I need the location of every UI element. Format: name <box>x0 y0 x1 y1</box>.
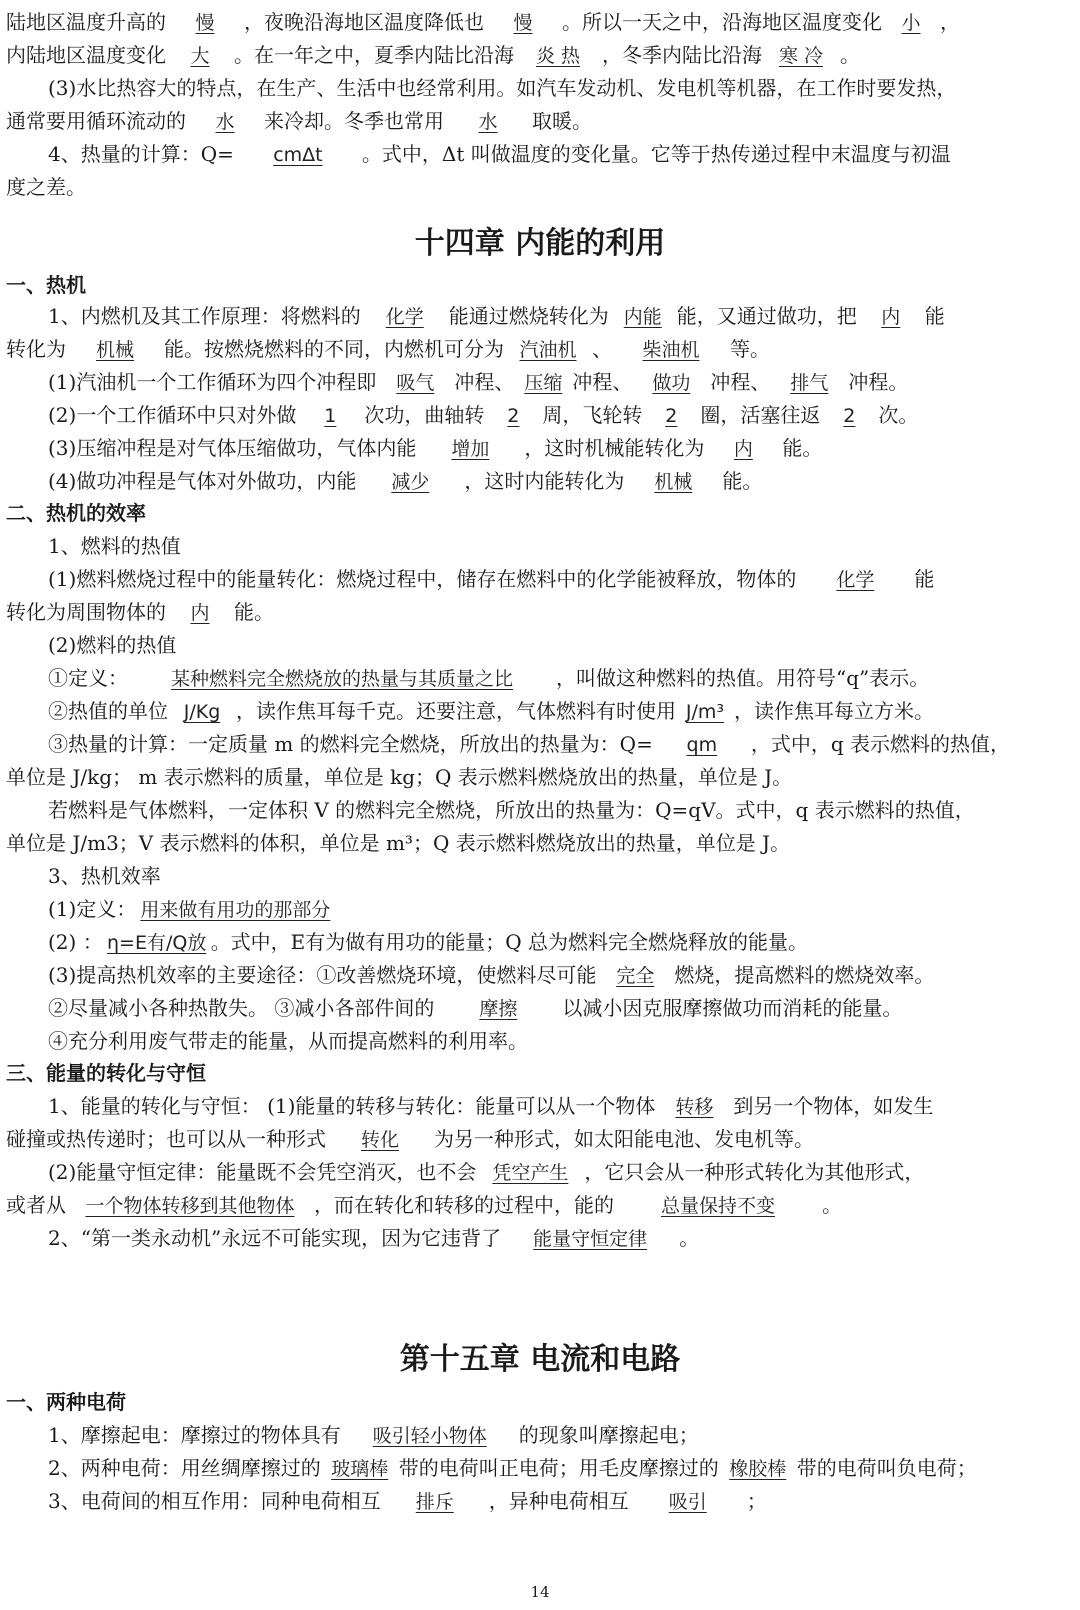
fill-blank: qm <box>686 734 718 756</box>
fill-blank: 一个物体转移到其他物体 <box>85 1195 295 1217</box>
text-line: 1、能量的转化与守恒： (1)能量的转移与转化：能量可以从一个物体 转移 到另一个物体，如发生 <box>48 1090 1074 1123</box>
text-line: 单位是 J/m3；V 表示燃料的体积，单位是 m³；Q 表示燃料燃烧放出的热量，单位是 J。 <box>6 831 791 855</box>
text-line: ①定义： 某种燃料完全燃烧放的热量与其质量之比 ，叫做这种燃料的热值。用符号“q”表示。 <box>48 662 1074 695</box>
fill-blank: 慢 <box>195 12 215 34</box>
fill-blank: 排斥 <box>415 1491 454 1513</box>
text-line: 通常要用循环流动的 水 来冷却。冬季也常用 水 取暖。 <box>6 105 1074 138</box>
fill-blank: 增加 <box>451 438 490 460</box>
fill-blank: 吸引轻小物体 <box>372 1425 487 1447</box>
fill-blank: 慢 <box>513 12 533 34</box>
text-line: (2) ： η=E有/Q放 。式中，E有为做有用功的能量；Q 总为燃料完全燃烧释放的能量。 <box>48 926 1074 959</box>
fill-blank: 玻璃棒 <box>331 1458 389 1480</box>
fill-blank: 做功 <box>652 372 691 394</box>
text-line: 2、两种电荷：用丝绸摩擦过的 玻璃棒 带的电荷叫正电荷；用毛皮摩擦过的 橡胶棒 带的电荷叫负电荷； <box>48 1452 1074 1485</box>
text-line: 单位是 J/kg； m 表示燃料的质量，单位是 kg；Q 表示燃料燃烧放出的热量，单位是 J。 <box>6 765 793 789</box>
fill-blank: J/m³ <box>685 701 725 723</box>
text-line: 1、内燃机及其工作原理：将燃料的 化学 能通过燃烧转化为 内能 能，又通过做功，把 内 能 <box>48 300 1074 333</box>
text-line: 3、热机效率 <box>48 864 161 888</box>
fill-blank: 化学 <box>836 569 875 591</box>
fill-blank: 1 <box>324 405 337 427</box>
fill-blank: 总量保持不变 <box>660 1195 775 1217</box>
section-heading: 三、能量的转化与守恒 <box>6 1061 206 1085</box>
section-heading: 一、两种电荷 <box>6 1390 126 1414</box>
text-line: (3)提高热机效率的主要途径：①改善燃烧环境，使燃料尽可能 完全 燃烧，提高燃料的燃烧效率。 <box>48 959 1074 992</box>
fill-blank: 能量守恒定律 <box>533 1228 648 1250</box>
fill-blank: 摩擦 <box>479 998 518 1020</box>
fill-blank: 水 <box>215 111 235 133</box>
text-line: (1)定义： 用来做有用功的那部分 <box>48 893 1074 926</box>
text-line: ②热值的单位 J/Kg ，读作焦耳每千克。还要注意，气体燃料有时使用 J/m³ ，读作焦耳每立方米。 <box>48 695 1074 728</box>
text-line: (1)汽油机一个工作循环为四个冲程即 吸气 冲程、 压缩 冲程、 做功 冲程、 排气 冲程。 <box>48 366 1074 399</box>
text-line: (2)燃料的热值 <box>48 633 177 657</box>
text-line: 转化为周围物体的 内 能。 <box>6 596 1074 629</box>
fill-blank: 柴油机 <box>642 339 700 361</box>
text-line: (1)燃料燃烧过程中的能量转化：燃烧过程中，储存在燃料中的化学能被释放，物体的 化学 能 <box>48 563 1074 596</box>
fill-blank: 转化 <box>360 1129 399 1151</box>
section-heading: 一、热机 <box>6 273 86 297</box>
text-line: 碰撞或热传递时；也可以从一种形式 转化 为另一种形式，如太阳能电池、发电机等。 <box>6 1123 1074 1156</box>
page-number: 14 <box>530 1583 550 1601</box>
chapter-title: 第十五章 电流和电路 <box>399 1342 681 1377</box>
fill-blank: 凭空产生 <box>492 1162 569 1184</box>
fill-blank: 吸引 <box>668 1491 707 1513</box>
fill-blank: 大 <box>190 45 210 67</box>
text-line: (4)做功冲程是气体对外做功，内能 减少 ，这时内能转化为 机械 能。 <box>48 465 1074 498</box>
text-line: 或者从 一个物体转移到其他物体 ，而在转化和转移的过程中，能的 总量保持不变 。 <box>6 1189 1074 1222</box>
fill-blank: 内 <box>190 602 210 624</box>
text-line: (3)水比热容大的特点，在生产、生活中也经常利用。如汽车发动机、发电机等机器，在工作时要发热， <box>48 76 957 100</box>
text-line: 1、燃料的热值 <box>48 534 181 558</box>
text-line: 度之差。 <box>6 175 86 199</box>
fill-blank: 化学 <box>385 306 424 328</box>
fill-blank: 减少 <box>391 471 430 493</box>
text-line: 陆地区温度升高的 慢 ，夜晚沿海地区温度降低也 慢 。所以一天之中，沿海地区温度变化 小 ， <box>6 6 1074 39</box>
fill-blank: η=E有/Q放 <box>107 932 207 954</box>
text-line: 若燃料是气体燃料，一定体积 V 的燃料完全燃烧，所放出的热量为：Q=qV。式中，q 表示燃料的热值， <box>48 798 975 822</box>
fill-blank: 水 <box>478 111 498 133</box>
fill-blank: 机械 <box>95 339 134 361</box>
fill-blank: 压缩 <box>524 372 563 394</box>
fill-blank: 吸气 <box>396 372 435 394</box>
text-line: 转化为 机械 能。按燃烧燃料的不同，内燃机可分为 汽油机 、 柴油机 等。 <box>6 333 1074 366</box>
text-line: 内陆地区温度变化 大 。在一年之中，夏季内陆比沿海 炎 热 ，冬季内陆比沿海 寒 冷 。 <box>6 39 1074 72</box>
fill-blank: 汽油机 <box>519 339 577 361</box>
chapter-title: 十四章 内能的利用 <box>414 226 666 261</box>
fill-blank: 橡胶棒 <box>729 1458 787 1480</box>
fill-blank: 排气 <box>790 372 829 394</box>
fill-blank: 某种燃料完全燃烧放的热量与其质量之比 <box>170 668 513 690</box>
fill-blank: 内 <box>881 306 901 328</box>
fill-blank: 寒 冷 <box>778 45 824 67</box>
section-heading: 二、热机的效率 <box>6 501 146 525</box>
fill-blank: 小 <box>901 12 921 34</box>
text-line: (2)一个工作循环中只对外做 1 次功，曲轴转 2 周，飞轮转 2 圈，活塞往返 2 次。 <box>48 399 1074 432</box>
fill-blank: 内 <box>733 438 753 460</box>
fill-blank: 完全 <box>616 965 655 987</box>
text-line: 4、热量的计算：Q= cmΔt 。式中，Δt 叫做温度的变化量。它等于热传递过程中末温度与初温 <box>48 138 1074 171</box>
fill-blank: 机械 <box>654 471 693 493</box>
text-line: ③热量的计算：一定质量 m 的燃料完全燃烧，所放出的热量为：Q= qm ，式中，q 表示燃料的热值， <box>48 728 1074 761</box>
text-line: 3、电荷间的相互作用：同种电荷相互 排斥 ，异种电荷相互 吸引 ； <box>48 1485 1074 1518</box>
text-line: 2、“第一类永动机”永远不可能实现，因为它违背了 能量守恒定律 。 <box>48 1222 1074 1255</box>
text-line: (3)压缩冲程是对气体压缩做功，气体内能 增加 ，这时机械能转化为 内 能。 <box>48 432 1074 465</box>
text-line: (2)能量守恒定律：能量既不会凭空消灭，也不会 凭空产生 ，它只会从一种形式转化为其他形式， <box>48 1156 1074 1189</box>
fill-blank: 2 <box>843 405 856 427</box>
fill-blank: J/Kg <box>183 701 221 723</box>
text-line: ②尽量减小各种热散失。 ③减小各部件间的 摩擦 以减小因克服摩擦做功而消耗的能量。 <box>48 992 1074 1025</box>
fill-blank: cmΔt <box>273 144 323 166</box>
fill-blank: 用来做有用功的那部分 <box>140 899 331 921</box>
text-line: 1、摩擦起电：摩擦过的物体具有 吸引轻小物体 的现象叫摩擦起电； <box>48 1419 1074 1452</box>
fill-blank: 内能 <box>623 306 662 328</box>
fill-blank: 2 <box>665 405 678 427</box>
fill-blank: 炎 热 <box>535 45 581 67</box>
fill-blank: 转移 <box>675 1096 714 1118</box>
fill-blank: 2 <box>507 405 520 427</box>
text-line: ④充分利用废气带走的能量，从而提高燃料的利用率。 <box>48 1029 528 1053</box>
